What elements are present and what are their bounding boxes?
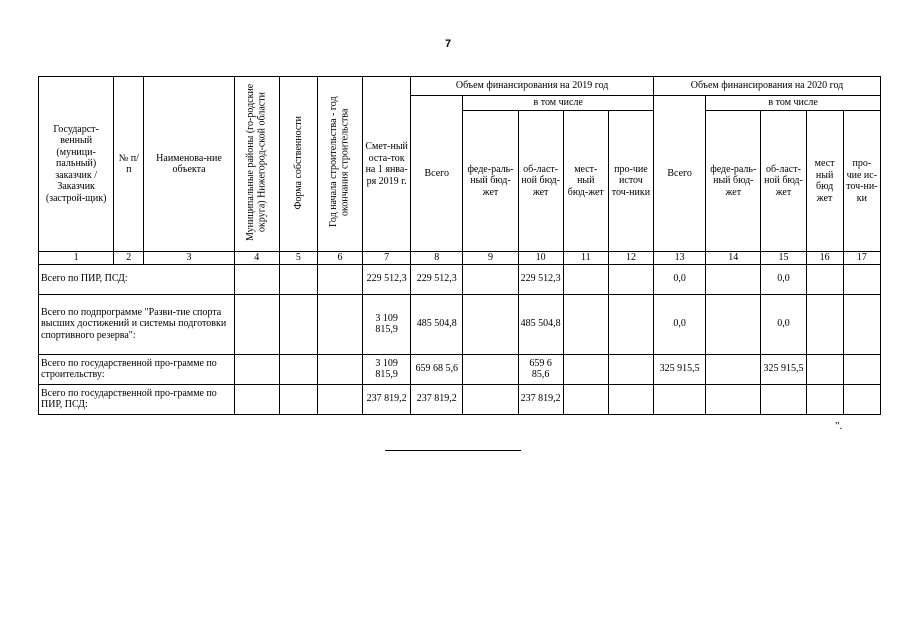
cell-districts (234, 264, 279, 294)
financing-table (38, 76, 881, 415)
column-number: 9 (463, 252, 518, 265)
column-number: 2 (114, 252, 144, 265)
column-number: 12 (608, 252, 653, 265)
cell-local-2020 (806, 264, 843, 294)
cell-federal-2019 (463, 264, 518, 294)
header-total-2020: Всего (654, 96, 706, 252)
row-label: Всего по подпрограмме "Разви-тие спорта высших достижений и системы подготовки спортивного резерва": (39, 294, 235, 354)
cell-regional-2019: 659 6 85,6 (518, 354, 563, 384)
cell-local-2019 (563, 294, 608, 354)
cell-other-2019 (608, 354, 653, 384)
cell-total-2020 (654, 384, 706, 414)
table-row (39, 384, 881, 414)
cell-total-2020: 0,0 (654, 264, 706, 294)
cell-other-2020 (843, 264, 880, 294)
cell-regional-2019: 485 504,8 (518, 294, 563, 354)
cell-local-2019 (563, 384, 608, 414)
cell-regional-2020 (761, 384, 806, 414)
table-row (39, 354, 881, 384)
cell-ownership (279, 294, 317, 354)
cell-balance: 3 109 815,9 (363, 294, 411, 354)
column-number: 6 (317, 252, 362, 265)
header-ownership-text: Форма собственности (292, 115, 304, 209)
header-other-2019: про-чие источ точ-ники (608, 111, 653, 252)
header-regional-2020: об-ласт-ной бюд-жет (761, 111, 806, 252)
separator-line (385, 450, 521, 451)
row-label: Всего по государственной про-грамме по строительству: (39, 354, 235, 384)
cell-local-2020 (806, 384, 843, 414)
header-districts (234, 77, 279, 252)
page-number: 7 (445, 38, 452, 50)
closing-quote: ". (835, 420, 843, 432)
column-number: 14 (706, 252, 761, 265)
header-balance: Смет-ный оста-ток на 1 янва-ря 2019 г. (363, 77, 411, 252)
cell-regional-2019: 229 512,3 (518, 264, 563, 294)
cell-balance: 237 819,2 (363, 384, 411, 414)
cell-other-2019 (608, 384, 653, 414)
column-number: 17 (843, 252, 880, 265)
cell-federal-2020 (706, 384, 761, 414)
cell-federal-2019 (463, 294, 518, 354)
header-regional-2019: об-ласт-ной бюд-жет (518, 111, 563, 252)
header-federal-2019: феде-раль-ный бюд-жет (463, 111, 518, 252)
column-number: 4 (234, 252, 279, 265)
cell-districts (234, 384, 279, 414)
header-object-name: Наименова-ние объекта (144, 77, 234, 252)
cell-total-2019: 485 504,8 (411, 294, 463, 354)
column-number: 11 (563, 252, 608, 265)
column-number: 1 (39, 252, 114, 265)
cell-ownership (279, 354, 317, 384)
header-row-1 (39, 77, 881, 96)
cell-ownership (279, 264, 317, 294)
cell-total-2020: 0,0 (654, 294, 706, 354)
cell-other-2019 (608, 294, 653, 354)
column-number: 10 (518, 252, 563, 265)
cell-federal-2019 (463, 384, 518, 414)
cell-balance: 229 512,3 (363, 264, 411, 294)
header-including-2020: в том числе (706, 96, 881, 111)
cell-federal-2020 (706, 354, 761, 384)
cell-ownership (279, 384, 317, 414)
cell-balance: 3 109 815,9 (363, 354, 411, 384)
row-label: Всего по государственной про-грамме по ПИР, ПСД: (39, 384, 235, 414)
cell-years (317, 264, 362, 294)
cell-other-2020 (843, 294, 880, 354)
cell-regional-2019: 237 819,2 (518, 384, 563, 414)
cell-federal-2020 (706, 294, 761, 354)
cell-federal-2019 (463, 354, 518, 384)
cell-other-2020 (843, 384, 880, 414)
header-other-2020: про-чие ис-точ-ни-ки (843, 111, 880, 252)
header-federal-2020: феде-раль-ный бюд-жет (706, 111, 761, 252)
cell-total-2020: 325 915,5 (654, 354, 706, 384)
header-years (317, 77, 362, 252)
cell-years (317, 354, 362, 384)
cell-local-2019 (563, 354, 608, 384)
column-number: 13 (654, 252, 706, 265)
cell-districts (234, 354, 279, 384)
cell-federal-2020 (706, 264, 761, 294)
header-fin-2020: Объем финансирования на 2020 год (654, 77, 881, 96)
header-customer: Государст-венный (муници-пальный) заказчик / Заказчик (застрой-щик) (39, 77, 114, 252)
cell-regional-2020: 0,0 (761, 264, 806, 294)
header-districts-text: Муниципальные районы (го-родские округа) Нижегород-ской области (245, 83, 268, 241)
cell-total-2019: 229 512,3 (411, 264, 463, 294)
column-number: 5 (279, 252, 317, 265)
cell-other-2020 (843, 354, 880, 384)
cell-total-2019: 237 819,2 (411, 384, 463, 414)
header-including-2019: в том числе (463, 96, 654, 111)
table-row (39, 294, 881, 354)
cell-total-2019: 659 68 5,6 (411, 354, 463, 384)
header-fin-2019: Объем финансирования на 2019 год (411, 77, 654, 96)
cell-local-2020 (806, 354, 843, 384)
column-number: 7 (363, 252, 411, 265)
cell-regional-2020: 0,0 (761, 294, 806, 354)
cell-other-2019 (608, 264, 653, 294)
header-local-2020: мест ный бюд жет (806, 111, 843, 252)
cell-regional-2020: 325 915,5 (761, 354, 806, 384)
cell-districts (234, 294, 279, 354)
column-number: 15 (761, 252, 806, 265)
table-row (39, 264, 881, 294)
column-number: 16 (806, 252, 843, 265)
row-label: Всего по ПИР, ПСД: (39, 264, 235, 294)
header-years-text: Год начала строительства - год окончания строительства (328, 96, 351, 228)
header-number: № п/п (114, 77, 144, 252)
cell-local-2019 (563, 264, 608, 294)
cell-years (317, 384, 362, 414)
header-ownership (279, 77, 317, 252)
column-number: 3 (144, 252, 234, 265)
cell-years (317, 294, 362, 354)
header-local-2019: мест-ный бюд-жет (563, 111, 608, 252)
cell-local-2020 (806, 294, 843, 354)
column-number-row (39, 252, 881, 265)
header-total-2019: Всего (411, 96, 463, 252)
column-number: 8 (411, 252, 463, 265)
